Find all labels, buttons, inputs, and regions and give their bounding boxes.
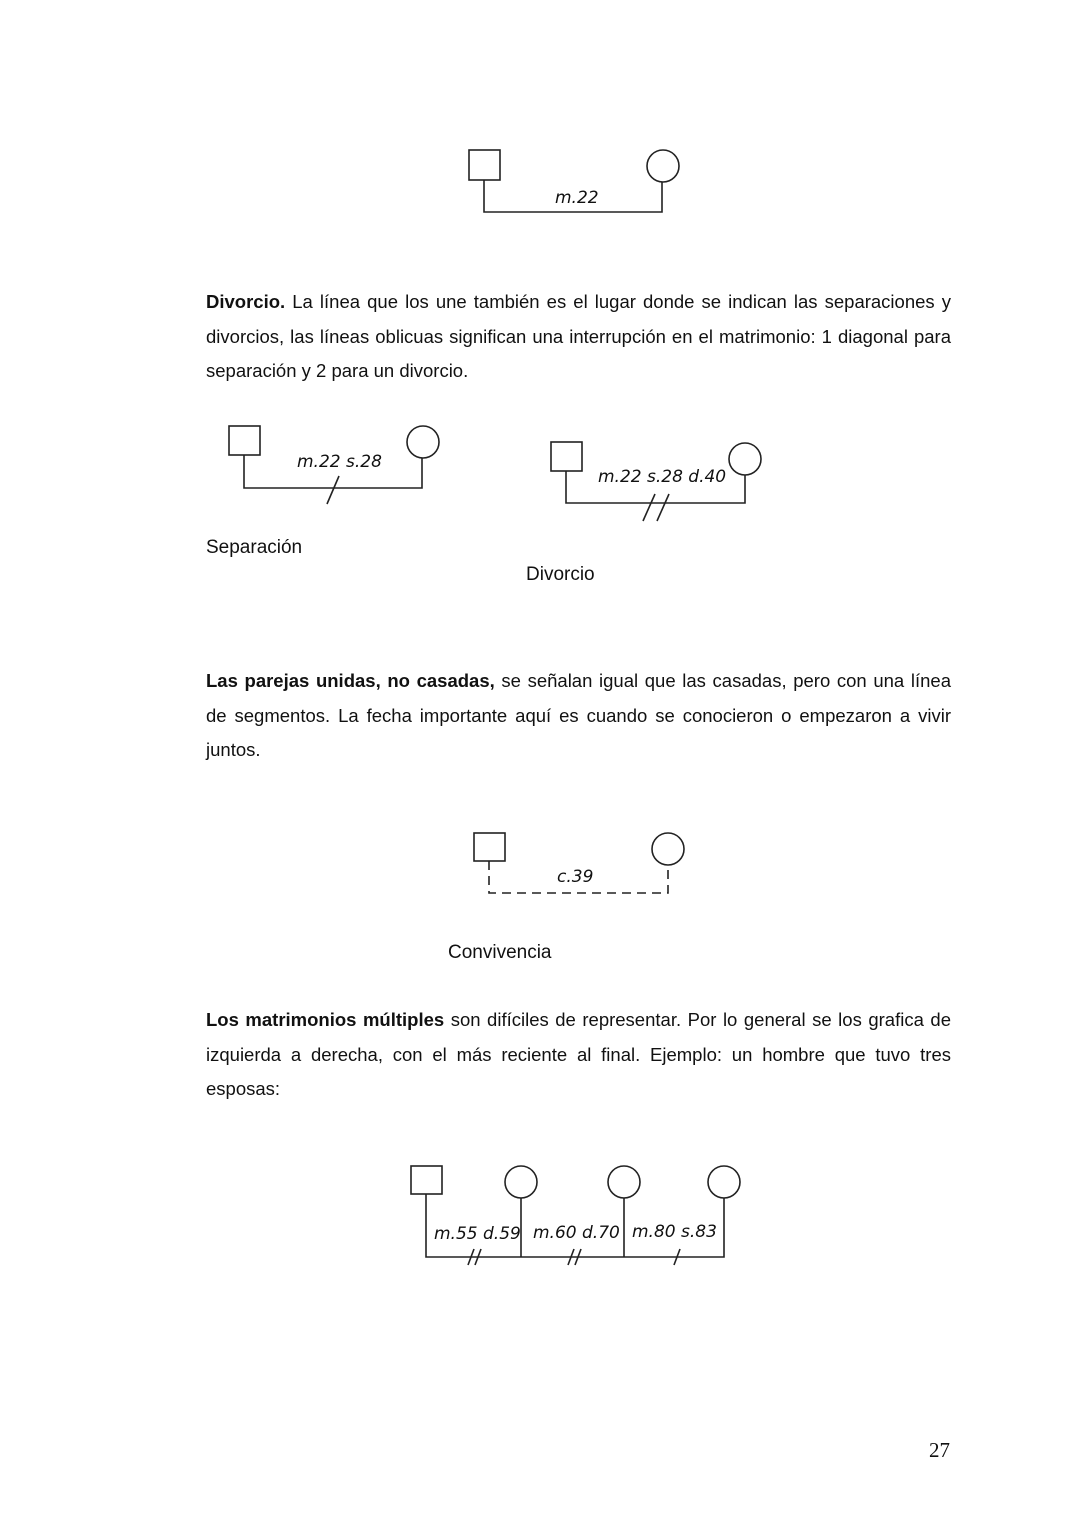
male-square-icon xyxy=(551,442,582,471)
unmarried-heading: Las parejas unidas, no casadas, xyxy=(206,670,495,691)
divorce-paragraph xyxy=(206,285,951,389)
cohabitation-caption: Convivencia xyxy=(448,942,552,963)
marriage-label: m.22 xyxy=(555,188,599,208)
divorce-text: La línea que los une también es el lugar donde se indican las separaciones y divorcios, las líneas oblicuas significan una interrupción en el matrimonio: 1 diagonal para separación y 2 para un divorcio. xyxy=(206,291,951,381)
separation-slash-icon xyxy=(327,476,339,504)
male-square-icon xyxy=(474,833,505,861)
multiple-heading: Los matrimonios múltiples xyxy=(206,1009,445,1030)
multiple-marriages-diagram xyxy=(400,1155,760,1275)
divorce-caption: Divorcio xyxy=(526,564,595,585)
multiple-text: son difíciles de representar. Por lo general se los grafica de izquierda a derecha, con el más reciente al final. Ejemplo: un hombre que tuvo tres esposas: xyxy=(206,1009,951,1099)
divorce-heading: Divorcio. xyxy=(206,291,286,312)
male-square-icon xyxy=(411,1166,442,1194)
separation-label: m.22 s.28 xyxy=(297,452,382,472)
marriage-2-label: m.60 d.70 xyxy=(533,1223,620,1243)
page-number: 27 xyxy=(929,1438,950,1462)
male-square-icon xyxy=(469,150,500,180)
unmarried-text: se señalan igual que las casadas, pero con una línea de segmentos. La fecha importante aquí es cuando se conocieron o empezaron a vivir juntos. xyxy=(206,670,951,760)
female-circle-icon xyxy=(505,1166,537,1198)
female-circle-icon xyxy=(407,426,439,458)
female-circle-icon xyxy=(608,1166,640,1198)
separation-diagram xyxy=(220,418,460,518)
marriage-3-label: m.80 s.83 xyxy=(632,1222,717,1242)
multiple-marriages-paragraph xyxy=(206,1003,951,1107)
female-circle-icon xyxy=(652,833,684,865)
female-circle-icon xyxy=(708,1166,740,1198)
cohabitation-label: c.39 xyxy=(557,867,594,887)
divorce-slash-icon xyxy=(643,494,655,521)
male-square-icon xyxy=(229,426,260,455)
marriage-diagram xyxy=(460,140,700,230)
separation-caption: Separación xyxy=(206,537,303,558)
divorce-label: m.22 s.28 d.40 xyxy=(598,467,727,487)
cohabitation-diagram xyxy=(465,825,705,905)
female-circle-icon xyxy=(647,150,679,182)
unmarried-paragraph xyxy=(206,664,951,768)
marriage-1-label: m.55 d.59 xyxy=(434,1224,521,1244)
divorce-diagram xyxy=(540,432,780,532)
divorce-slash-icon xyxy=(657,494,669,521)
female-circle-icon xyxy=(729,443,761,475)
